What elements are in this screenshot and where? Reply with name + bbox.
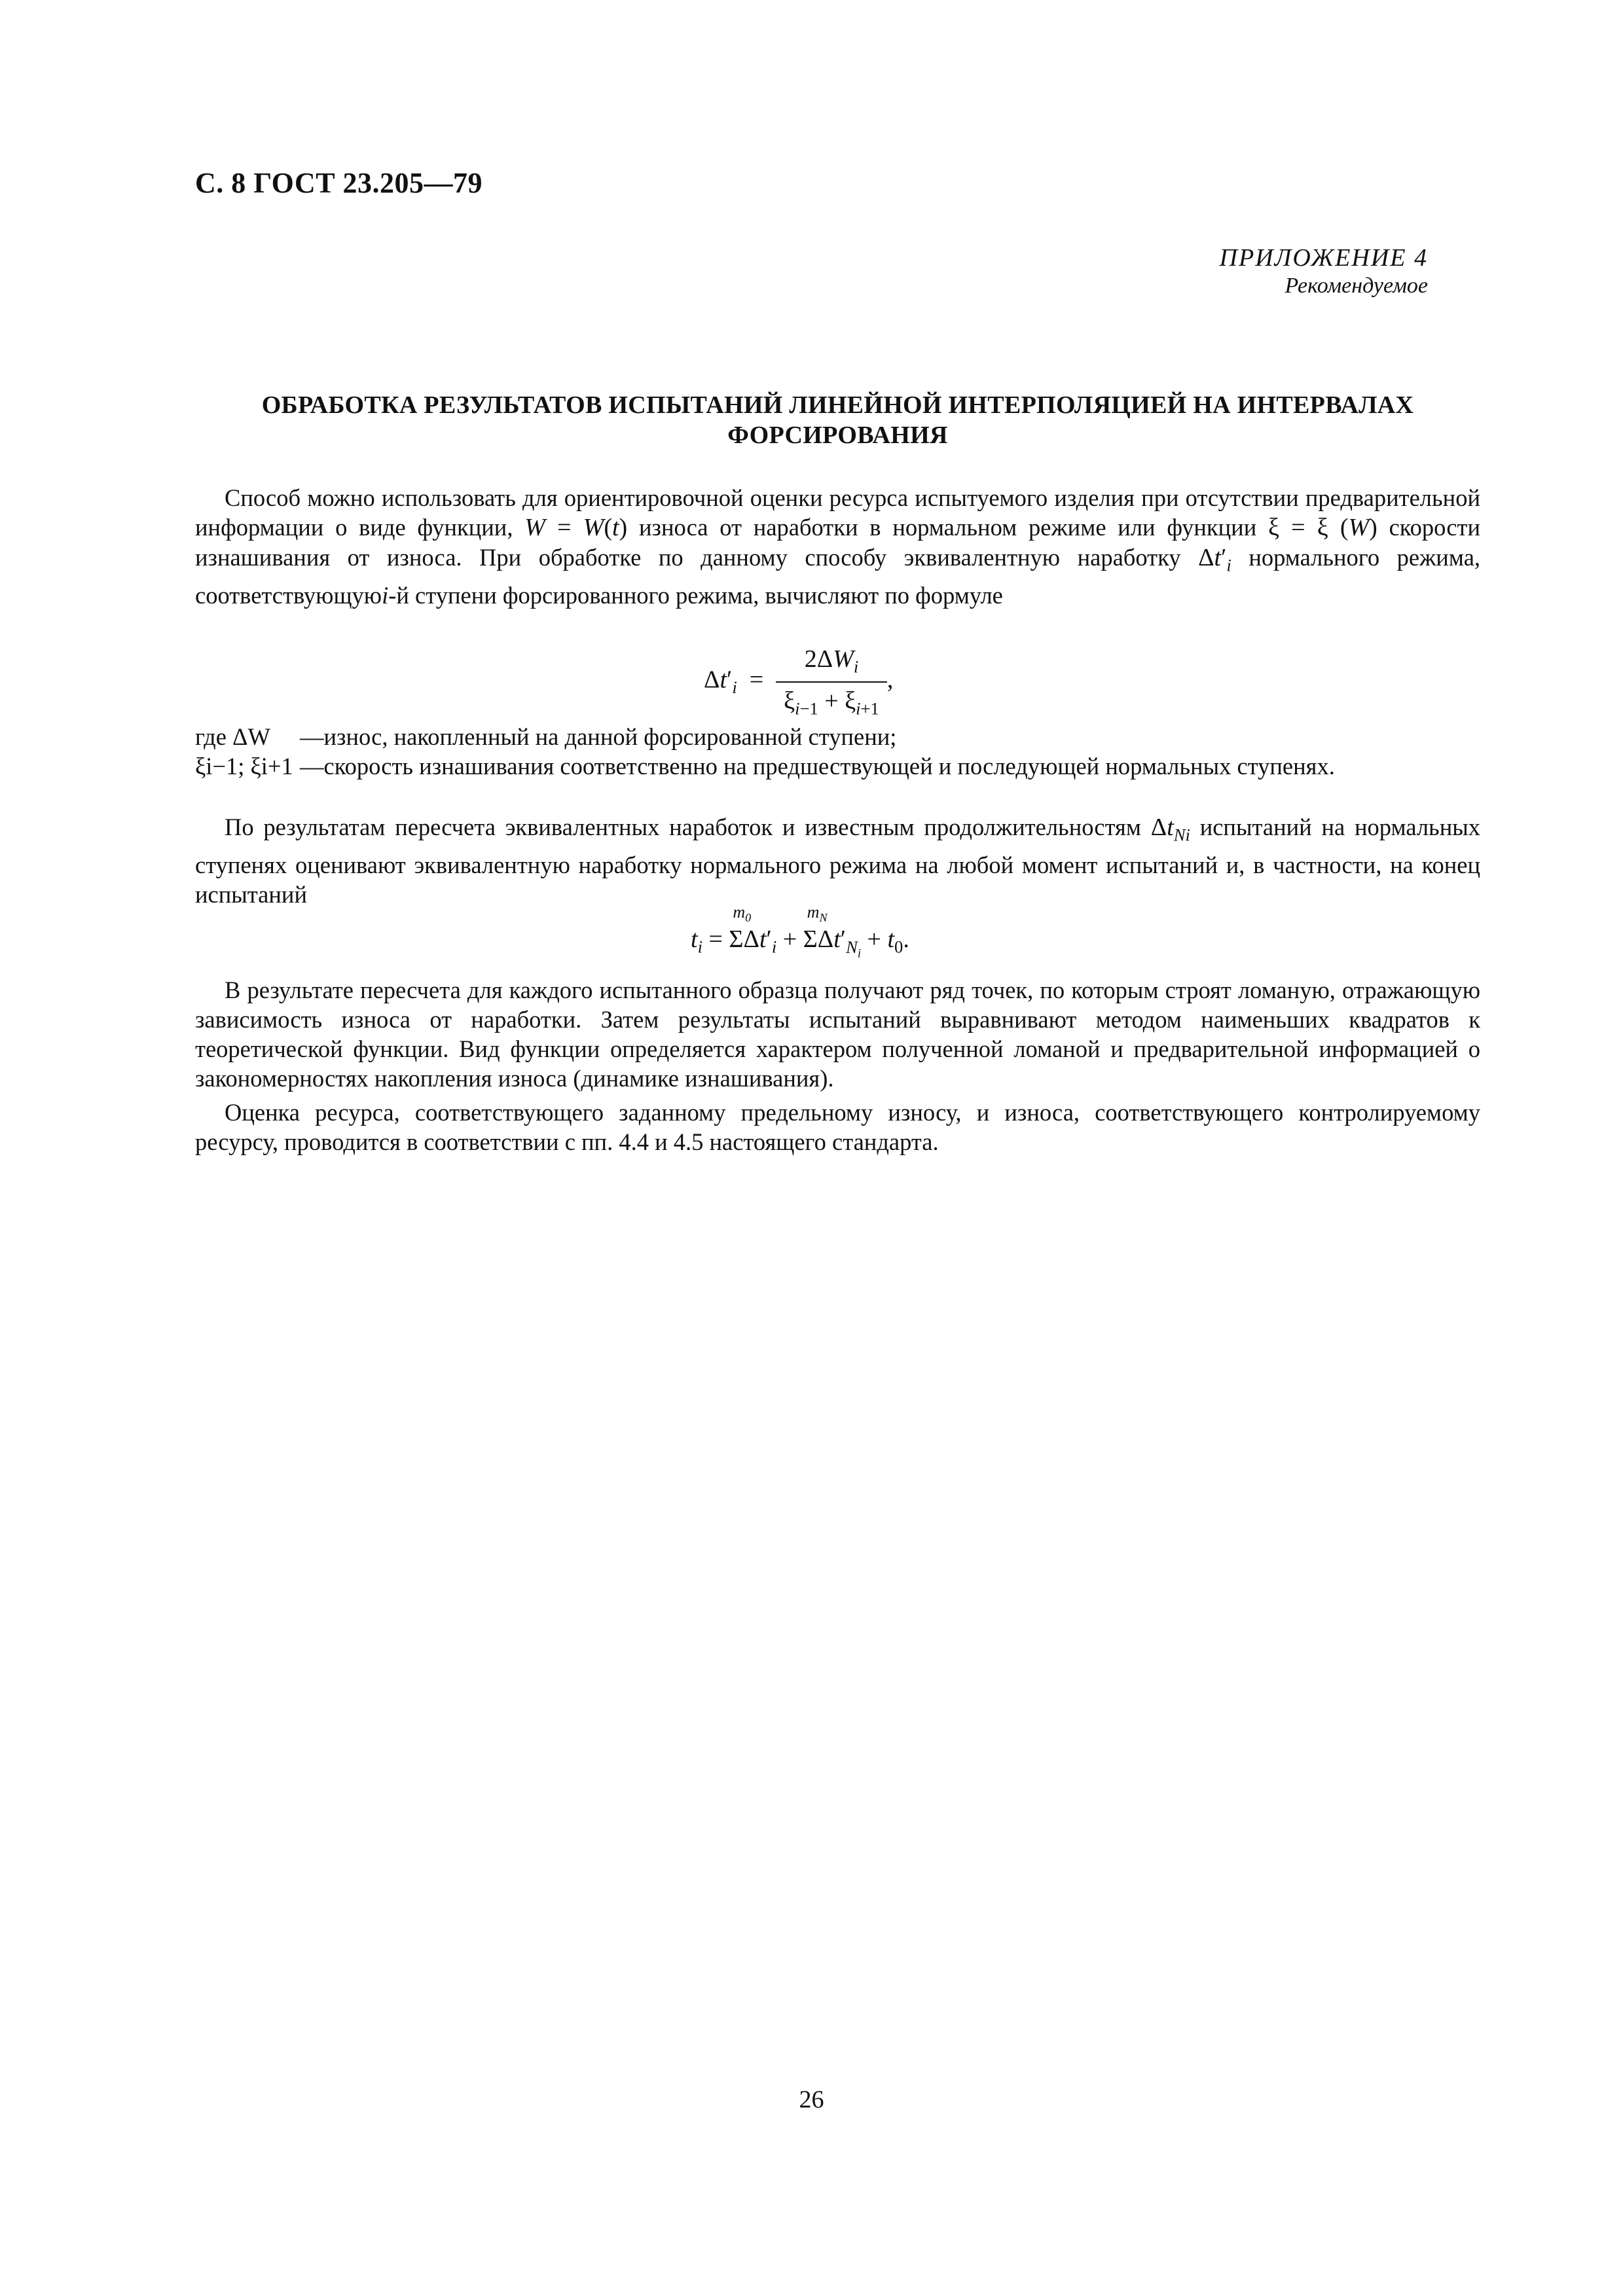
intro-text-1: Способ можно использовать для ориентировочной оценки ресурса испытуемого изделия при отсутствии предварительной информации о виде функции, — [195, 484, 1480, 541]
intro-text-5: -й ступени форсированного режима, вычисляют по формуле — [388, 581, 1003, 609]
inline-index-i: i — [382, 581, 389, 609]
formula-equivalent-time: $\Delta t'_i$ = $\frac{2\Delta W_i}{\xi_{i-1} + \xi_{i+1}}$ , — [704, 645, 894, 719]
recalc-paragraph — [195, 812, 1480, 909]
appendix-label: ПРИЛОЖЕНИЕ 4 — [1219, 244, 1428, 272]
intro-paragraph — [195, 483, 1480, 610]
appendix-heading — [1220, 243, 1428, 298]
intro-text-3: скорости изнашивания от износа. При обработке по данному способу эквивалентную наработку — [195, 514, 1481, 571]
formula-fraction: $\frac{2\Delta W_i}{\xi_{i-1} + \xi_{i+1}}$ — [776, 645, 887, 719]
recalc-text-2: испытаний на нормальных ступенях оценивают эквивалентную наработку нормального режима на любой момент испытаний и, в частности, на конец испытаний — [195, 814, 1481, 908]
inline-formula-dtn: $\Delta t_{Ni}$ — [1150, 814, 1190, 845]
inline-formula-w: W = W(t) — [524, 514, 628, 541]
definition-row: где ΔW — износ, накопленный на данной форсированной ступени; — [195, 722, 1480, 751]
intro-text-2: износа от наработки в нормальном режиме или функции — [639, 514, 1257, 541]
definition-symbol: ξi−1; ξi+1 — [195, 753, 293, 780]
appendix-status: Рекомендуемое — [1285, 274, 1428, 298]
section-title — [195, 390, 1480, 450]
inline-formula-xi: ξ = ξ (W) — [1268, 514, 1377, 541]
resource-paragraph: Оценка ресурса, соответствующего заданному предельному износу, и износа, соответствующего контролируемому ресурсу, проводится в соответствии с пп. 4.4 и 4.5 настоящего стандарта. — [195, 1099, 1480, 1155]
section-title-line2: ФОРСИРОВАНИЯ — [727, 422, 948, 449]
definition-row: ξi−1; ξi+1 — скорость изнашивания соответственно на предшествующей и последующей нормальных ступенях. — [195, 751, 1480, 781]
page-header: С. 8 ГОСТ 23.205—79 — [195, 167, 483, 199]
intro-text-4: нормального режима, соответствующую — [195, 544, 1481, 609]
recalc-text-1: По результатам пересчета эквивалентных наработок и известным продолжительностям — [225, 814, 1141, 840]
inline-formula-dt: $\Delta t'_i$ — [1198, 544, 1231, 575]
section-title-line1: ОБРАБОТКА РЕЗУЛЬТАТОВ ИСПЫТАНИЙ ЛИНЕЙНОЙ ИНТЕРПОЛЯЦИЕЙ НА ИНТЕРВАЛАХ — [261, 391, 1414, 419]
definitions-list — [195, 722, 1480, 781]
formula-total-time: $t_i$ = $m_0$ $\Sigma\Delta t'_i$ + $m_N$ $\Sigma\Delta t'_{N_i} + t_0$. — [691, 903, 909, 960]
definition-description: скорость изнашивания соответственно на предшествующей и последующей нормальных ступенях. — [323, 753, 1335, 780]
result-paragraph: В результате пересчета для каждого испытанного образца получают ряд точек, по которым строят ломаную, отражающую зависимость износа от наработки. Затем результаты испытаний выравнивают методом наименьших квадратов к теоретической функции. Вид функции определяется характером полученной ломаной и предварительной информацией о закономерностях накопления износа (динамике изнашивания). — [195, 977, 1480, 1092]
page-number: 26 — [799, 2086, 824, 2113]
definition-description: износ, накопленный на данной форсированной ступени; — [323, 723, 897, 750]
definition-symbol: где ΔW — [195, 723, 270, 750]
